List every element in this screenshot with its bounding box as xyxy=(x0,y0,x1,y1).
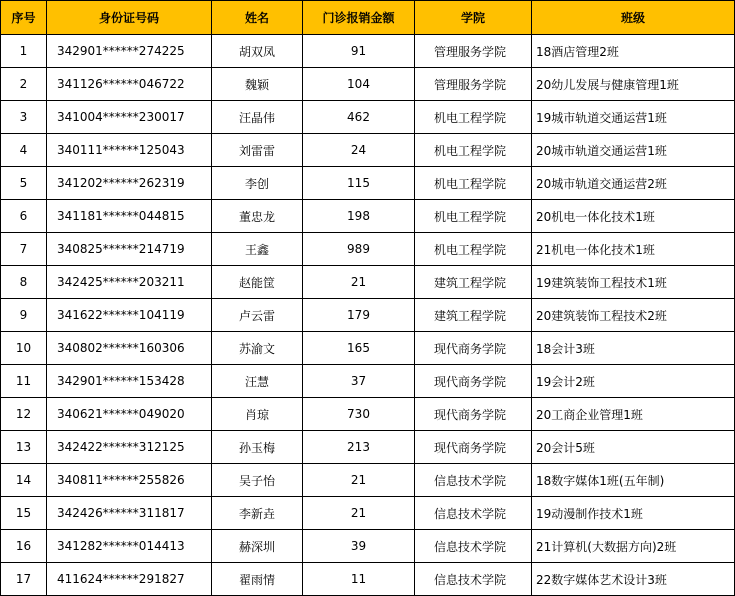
table-row xyxy=(1,101,735,134)
cell-college: 信息技术学院 xyxy=(415,530,532,563)
table-row xyxy=(1,299,735,332)
cell-amount: 198 xyxy=(303,200,415,233)
table-row xyxy=(1,35,735,68)
header-row xyxy=(1,1,735,35)
table-row xyxy=(1,68,735,101)
cell-college: 管理服务学院 xyxy=(415,35,532,68)
cell-amount: 462 xyxy=(303,101,415,134)
cell-name: 刘雷雷 xyxy=(212,134,303,167)
cell-no: 10 xyxy=(1,332,47,365)
cell-name: 汪慧 xyxy=(212,365,303,398)
cell-name: 赫深圳 xyxy=(212,530,303,563)
cell-amount: 37 xyxy=(303,365,415,398)
cell-amount: 39 xyxy=(303,530,415,563)
cell-name: 赵能筐 xyxy=(212,266,303,299)
table-row xyxy=(1,134,735,167)
cell-name: 李新垚 xyxy=(212,497,303,530)
cell-no: 9 xyxy=(1,299,47,332)
header-name: 姓名 xyxy=(212,1,303,35)
table-row xyxy=(1,530,735,563)
cell-class: 19动漫制作技术1班 xyxy=(532,497,735,530)
header-class: 班级 xyxy=(532,1,735,35)
table-row xyxy=(1,497,735,530)
cell-id: 340111******125043 xyxy=(47,134,212,167)
cell-no: 12 xyxy=(1,398,47,431)
cell-id: 341126******046722 xyxy=(47,68,212,101)
cell-class: 18会计3班 xyxy=(532,332,735,365)
cell-amount: 989 xyxy=(303,233,415,266)
cell-no: 15 xyxy=(1,497,47,530)
cell-college: 现代商务学院 xyxy=(415,398,532,431)
cell-id: 342422******312125 xyxy=(47,431,212,464)
cell-amount: 730 xyxy=(303,398,415,431)
cell-amount: 179 xyxy=(303,299,415,332)
cell-id: 342901******153428 xyxy=(47,365,212,398)
cell-name: 肖琼 xyxy=(212,398,303,431)
cell-college: 建筑工程学院 xyxy=(415,266,532,299)
cell-name: 汪晶伟 xyxy=(212,101,303,134)
cell-id: 341282******014413 xyxy=(47,530,212,563)
cell-amount: 21 xyxy=(303,266,415,299)
table-body xyxy=(1,35,735,596)
cell-no: 2 xyxy=(1,68,47,101)
cell-no: 17 xyxy=(1,563,47,596)
cell-id: 341004******230017 xyxy=(47,101,212,134)
cell-no: 5 xyxy=(1,167,47,200)
cell-amount: 21 xyxy=(303,497,415,530)
cell-amount: 165 xyxy=(303,332,415,365)
table-row xyxy=(1,200,735,233)
cell-college: 机电工程学院 xyxy=(415,167,532,200)
cell-id: 342426******311817 xyxy=(47,497,212,530)
cell-college: 信息技术学院 xyxy=(415,497,532,530)
cell-no: 8 xyxy=(1,266,47,299)
cell-class: 21计算机(大数据方向)2班 xyxy=(532,530,735,563)
cell-college: 机电工程学院 xyxy=(415,134,532,167)
cell-no: 11 xyxy=(1,365,47,398)
cell-amount: 91 xyxy=(303,35,415,68)
table-row xyxy=(1,332,735,365)
cell-class: 19会计2班 xyxy=(532,365,735,398)
cell-college: 现代商务学院 xyxy=(415,431,532,464)
table-row xyxy=(1,233,735,266)
cell-class: 21机电一体化技术1班 xyxy=(532,233,735,266)
cell-class: 20城市轨道交通运营2班 xyxy=(532,167,735,200)
header-amount: 门诊报销金额 xyxy=(303,1,415,35)
cell-id: 341202******262319 xyxy=(47,167,212,200)
cell-college: 现代商务学院 xyxy=(415,365,532,398)
cell-id: 411624******291827 xyxy=(47,563,212,596)
table-row xyxy=(1,365,735,398)
cell-name: 卢云雷 xyxy=(212,299,303,332)
cell-amount: 11 xyxy=(303,563,415,596)
cell-college: 机电工程学院 xyxy=(415,101,532,134)
cell-college: 建筑工程学院 xyxy=(415,299,532,332)
cell-amount: 115 xyxy=(303,167,415,200)
cell-id: 340825******214719 xyxy=(47,233,212,266)
cell-class: 22数字媒体艺术设计3班 xyxy=(532,563,735,596)
cell-name: 苏渝文 xyxy=(212,332,303,365)
cell-class: 20机电一体化技术1班 xyxy=(532,200,735,233)
cell-id: 342425******203211 xyxy=(47,266,212,299)
cell-no: 6 xyxy=(1,200,47,233)
table-row xyxy=(1,167,735,200)
cell-no: 3 xyxy=(1,101,47,134)
cell-college: 现代商务学院 xyxy=(415,332,532,365)
cell-id: 341622******104119 xyxy=(47,299,212,332)
cell-class: 20会计5班 xyxy=(532,431,735,464)
cell-amount: 24 xyxy=(303,134,415,167)
table-row xyxy=(1,431,735,464)
cell-id: 340811******255826 xyxy=(47,464,212,497)
cell-id: 341181******044815 xyxy=(47,200,212,233)
cell-class: 20幼儿发展与健康管理1班 xyxy=(532,68,735,101)
table-row xyxy=(1,398,735,431)
cell-id: 342901******274225 xyxy=(47,35,212,68)
table-row xyxy=(1,266,735,299)
header-no: 序号 xyxy=(1,1,47,35)
cell-class: 19建筑装饰工程技术1班 xyxy=(532,266,735,299)
cell-amount: 213 xyxy=(303,431,415,464)
header-college: 学院 xyxy=(415,1,532,35)
cell-name: 李创 xyxy=(212,167,303,200)
cell-college: 信息技术学院 xyxy=(415,464,532,497)
cell-no: 7 xyxy=(1,233,47,266)
cell-college: 管理服务学院 xyxy=(415,68,532,101)
cell-class: 18酒店管理2班 xyxy=(532,35,735,68)
table-row xyxy=(1,464,735,497)
cell-no: 13 xyxy=(1,431,47,464)
cell-name: 吴子怡 xyxy=(212,464,303,497)
cell-name: 胡双凤 xyxy=(212,35,303,68)
cell-college: 机电工程学院 xyxy=(415,200,532,233)
cell-no: 14 xyxy=(1,464,47,497)
cell-no: 16 xyxy=(1,530,47,563)
cell-name: 孙玉梅 xyxy=(212,431,303,464)
cell-name: 魏颖 xyxy=(212,68,303,101)
cell-amount: 104 xyxy=(303,68,415,101)
cell-college: 机电工程学院 xyxy=(415,233,532,266)
cell-college: 信息技术学院 xyxy=(415,563,532,596)
cell-no: 4 xyxy=(1,134,47,167)
cell-class: 19城市轨道交通运营1班 xyxy=(532,101,735,134)
header-id: 身份证号码 xyxy=(47,1,212,35)
cell-name: 董忠龙 xyxy=(212,200,303,233)
table-row xyxy=(1,563,735,596)
cell-no: 1 xyxy=(1,35,47,68)
cell-class: 20建筑装饰工程技术2班 xyxy=(532,299,735,332)
cell-class: 18数字媒体1班(五年制) xyxy=(532,464,735,497)
cell-class: 20城市轨道交通运营1班 xyxy=(532,134,735,167)
cell-class: 20工商企业管理1班 xyxy=(532,398,735,431)
cell-id: 340621******049020 xyxy=(47,398,212,431)
cell-name: 王鑫 xyxy=(212,233,303,266)
cell-name: 翟雨情 xyxy=(212,563,303,596)
cell-id: 340802******160306 xyxy=(47,332,212,365)
cell-amount: 21 xyxy=(303,464,415,497)
